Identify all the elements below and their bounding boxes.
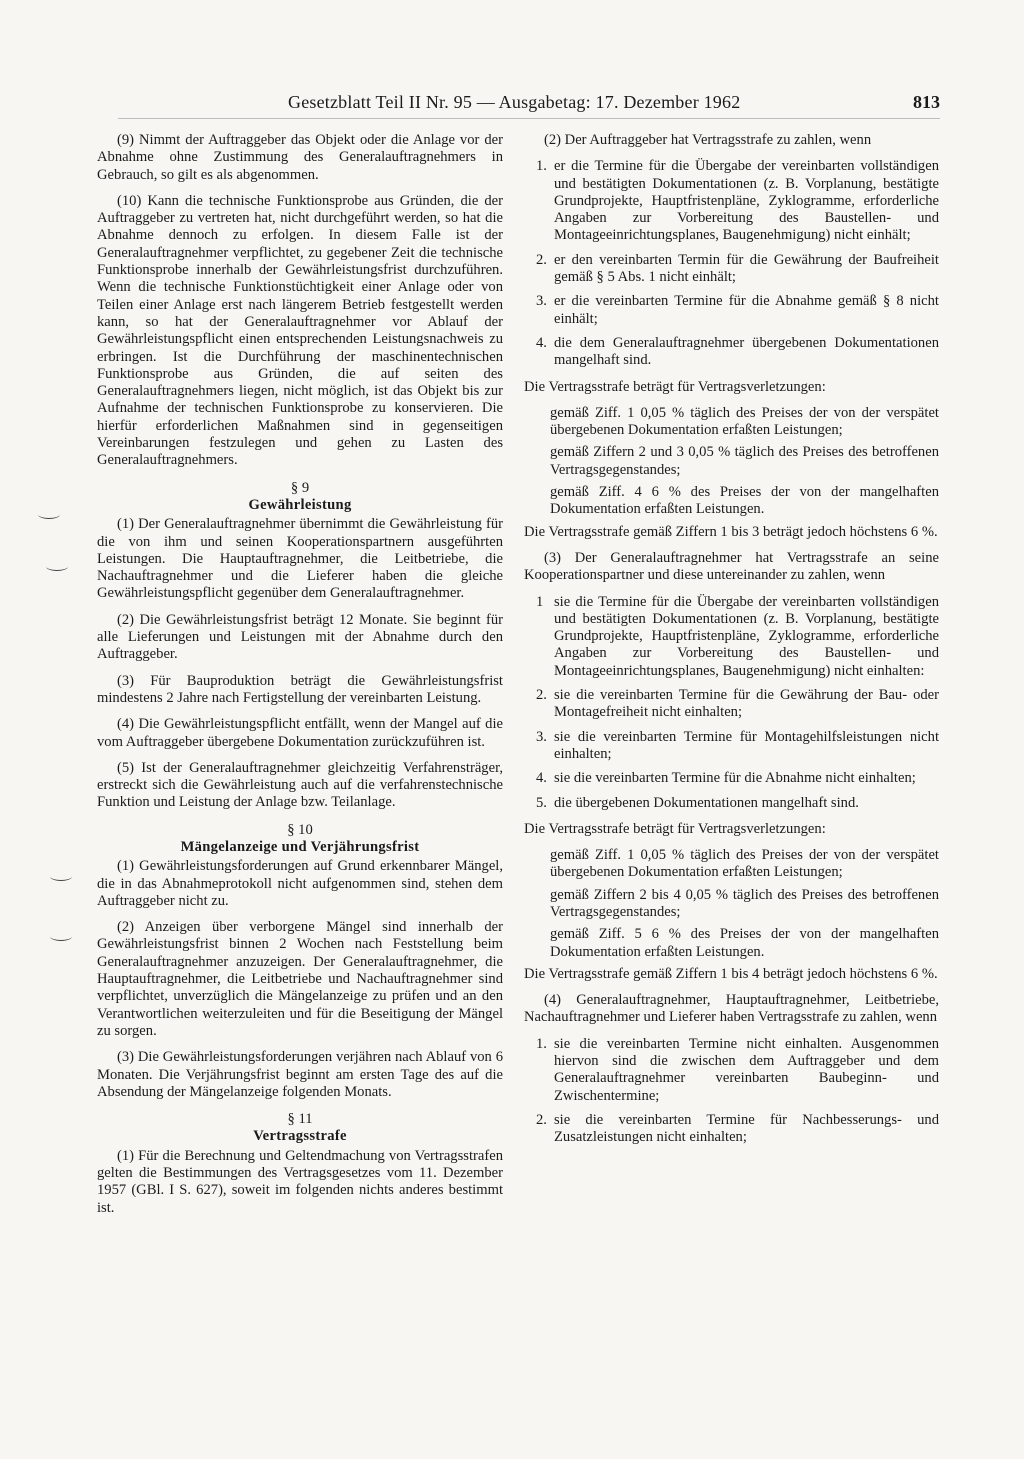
paragraph-2-rate-intro: Die Vertragsstrafe beträgt für Vertragsverletzungen: [524,378,826,395]
list-item: 3. er die vereinbarten Termine für die Abnahme gemäß § 8 nicht einhält; [536,293,939,327]
list-item: 1. sie die vereinbarten Termine nicht einhalten. Ausgenommen hiervon sind die zwischen dem Auftraggeber und dem Generalauftragnehmer vereinbarten Baubeginn- und Zwischentermine; [536,1035,939,1104]
paragraph-3-list [524,594,939,812]
list-item: 2. sie die vereinbarten Termine für Nachbesserungs- und Zusatzleistungen nicht einhalten; [536,1111,939,1146]
margin-mark [50,872,72,881]
section-10-paragraph-3: (3) Die Gewährleistungsforderungen verjähren nach Ablauf von 6 Monaten. Die Verjährungsfrist beginnt am ersten Tage des auf die Absendung der Mängelanzeige folgenden Monats. [97,1049,503,1100]
page-header [118,92,940,119]
rate-item: gemäß Ziff. 1 0,05 % täglich des Preises der von der verspätet übergebenen Dokumentation erfaßten Leistungen; [550,404,939,439]
section-9-paragraph-5: (5) Ist der Generalauftragnehmer gleichzeitig Verfahrensträger, erstreckt sich die Gewährleistung auch auf die verfahrenstechnische Funktion und Leistung der Anlage bzw. Teilanlage. [97,759,503,811]
paragraph-4-intro: (4) Generalauftragnehmer, Hauptauftragnehmer, Leitbetriebe, Nachauftragnehmer und Lieferer haben Vertragsstrafe zu zahlen, wenn [524,992,939,1026]
list-item: 1 sie die Termine für die Übergabe der vereinbarten vollständigen und bestätigten Dokumentationen (z. B. Vorplanung, bestätigte Grundprojekte, Hauptfristenpläne, Zyklogramme, erforderliche Angaben zur Vorbereitung des Baustellen- und Montageeinrichtungsplanes, Baugenehmigung) nicht einhalten: [536,593,939,679]
rate-item: gemäß Ziff. 5 6 % des Preises der von der mangelhaften Dokumentation erfaßten Leistungen. [550,926,939,960]
page-number: 813 [913,92,940,112]
paragraph-3-rate-intro: Die Vertragsstrafe beträgt für Vertragsverletzungen: [524,820,826,837]
section-10-title: Mängelanzeige und Verjährungsfrist [180,838,420,855]
rate-item: gemäß Ziff. 1 0,05 % täglich des Preises der von der verspätet übergebenen Dokumentation erfaßten Leistungen; [550,847,939,881]
list-item: 2. er den vereinbarten Termin für die Gewährung der Baufreiheit gemäß § 5 Abs. 1 nicht einhält; [536,251,939,286]
section-10-paragraph-2: (2) Anzeigen über verborgene Mängel sind innerhalb der Gewährleistungsfrist binnen 2 Wochen nach Feststellung beim Generalauftragnehmer anzuzeigen. Der Generalauftragnehmer, die Hauptauftragnehmer, die Leitbetriebe und Nachauftragnehmer sind verpflichtet, unverzüglich die Mängelanzeige zu prüfen und an den Verantwortlichen weiterzuleiten und für die Beseitigung der Mängel zu sorgen. [97,919,503,1039]
list-item: 5. die übergebenen Dokumentationen mangelhaft sind. [536,794,859,811]
paragraph-9: (9) Nimmt der Auftraggeber das Objekt oder die Anlage vor der Abnahme ohne Zustimmung des Generalauftragnehmers in Gebrauch, so gilt es als abgenommen. [97,132,503,183]
rate-item: gemäß Ziff. 4 6 % des Preises der von der mangelhaften Dokumentation erfaßten Leistungen. [550,484,939,518]
section-9-paragraph-1: (1) Der Generalauftragnehmer übernimmt die Gewährleistung für die von ihm und seinen Kooperationspartnern ausgeführten Leistungen. Die Hauptauftragnehmer, die Leitbetriebe, die Nachauftragnehmer und die Lieferer haben die gleiche Gewährleistungspflicht gegenüber dem Generalauftragnehmer. [97,516,503,602]
section-10-number: § 10 [287,821,313,838]
margin-mark [50,932,72,941]
section-9-number: § 9 [290,479,310,496]
section-9-paragraph-3: (3) Für Bauproduktion beträgt die Gewährleistungsfrist mindestens 2 Jahre nach Fertigstellung der vereinbarten Leistung. [97,672,503,706]
right-column [524,132,939,1156]
list-item: 4. die dem Generalauftragnehmer übergebenen Dokumentationen mangelhaft sind. [536,334,939,369]
section-10-paragraph-1: (1) Gewährleistungsforderungen auf Grund erkennbarer Mängel, die in das Abnahmeprotokoll nicht aufgenommen sind, stehen dem Auftraggeber nicht zu. [97,858,503,909]
list-item: 4. sie die vereinbarten Termine für die Abnahme nicht einhalten; [536,770,916,787]
paragraph-3-maximum: Die Vertragsstrafe gemäß Ziffern 1 bis 4 beträgt jedoch höchstens 6 %. [524,965,938,982]
paragraph-2-maximum: Die Vertragsstrafe gemäß Ziffern 1 bis 3 beträgt jedoch höchstens 6 %. [524,523,938,540]
paragraph-2-list [524,158,939,369]
paragraph-3-intro: (3) Der Generalauftragnehmer hat Vertragsstrafe an seine Kooperationspartner und diese untereinander zu zahlen, wenn [524,549,939,584]
rate-item: gemäß Ziffern 2 bis 4 0,05 % täglich des Preises des betroffenen Vertragsgegenstandes; [550,886,939,920]
list-item: 1. er die Termine für die Übergabe der vereinbarten vollständigen und bestätigten Dokumentationen (z. B. Vorplanung, bestätigte Grundprojekte, Hauptfristenpläne, Zyklogramme, erforderliche Angaben zur Vorbereitung des Baustellen- und Montageeinrichtungsplanes, Baugenehmigung) nicht einhält; [536,158,939,244]
section-9-paragraph-4: (4) Die Gewährleistungspflicht entfällt, wenn der Mangel auf die vom Auftraggeber übergebene Dokumentation zurückzuführen ist. [97,716,503,750]
rate-item: gemäß Ziffern 2 und 3 0,05 % täglich des Preises des betroffenen Vertragsgegenstandes; [550,444,939,478]
list-item: 2. sie die vereinbarten Termine für die Gewährung der Bau- oder Montagefreiheit nicht einhalten; [536,687,939,721]
section-9-title: Gewährleistung [248,496,352,513]
left-column [97,132,503,1226]
section-9-paragraph-2: (2) Die Gewährleistungsfrist beträgt 12 Monate. Sie beginnt für alle Lieferungen und Leistungen mit der Abnahme durch den Auftraggeber. [97,611,503,663]
margin-mark [46,562,68,571]
gazette-title: Gesetzblatt Teil II Nr. 95 — Ausgabetag: 17. Dezember 1962 [288,92,741,112]
list-item: 3. sie die vereinbarten Termine für Montagehilfsleistungen nicht einhalten; [536,728,939,762]
section-11-title: Vertragsstrafe [253,1128,347,1145]
section-11-number: § 11 [287,1111,313,1128]
paragraph-4-list [524,1036,939,1147]
paragraph-10: (10) Kann die technische Funktionsprobe aus Gründen, die der Auftraggeber zu vertreten hat, nicht durchgeführt werden, so hat die Abnahme dennoch zu erfolgen. In diesem Falle ist der Generalauftragnehmer verpflichtet, zu gegebener Zeit die technische Funktionsprobe innerhalb der Gewährleistungsfrist durchzuführen. Wenn die technische Funktionstüchtigkeit einer Anlage oder von Teilen einer Anlage erst nach längerem Betrieb festgestellt werden kann, so hat der Generalauftragnehmer vor Ablauf der Gewährleistungspflicht einen entsprechenden Leistungsnachweis zu erbringen. Ist die Durchführung der maschinentechnischen Funktionsprobe aus Gründen, die auf seiten des Generalauftragnehmers liegen, nicht möglich, ist das Objekt bis zur Aufnahme der technischen Funktionsprobe zu konservieren. Die hierfür erforderlichen Maßnahmen sind in gegenseitigen Vereinbarungen festzulegen und gehen zu Lasten des Generalauftragnehmers. [97,192,503,469]
margin-mark [38,510,60,519]
paragraph-2-intro: (2) Der Auftraggeber hat Vertragsstrafe zu zahlen, wenn [544,132,872,148]
section-11-paragraph-1: (1) Für die Berechnung und Geltendmachung von Vertragsstrafen gelten die Bestimmungen des Vertragsgesetzes vom 11. Dezember 1957 (GBl. I S. 627), soweit im folgenden nichts anderes bestimmt ist. [97,1147,503,1216]
